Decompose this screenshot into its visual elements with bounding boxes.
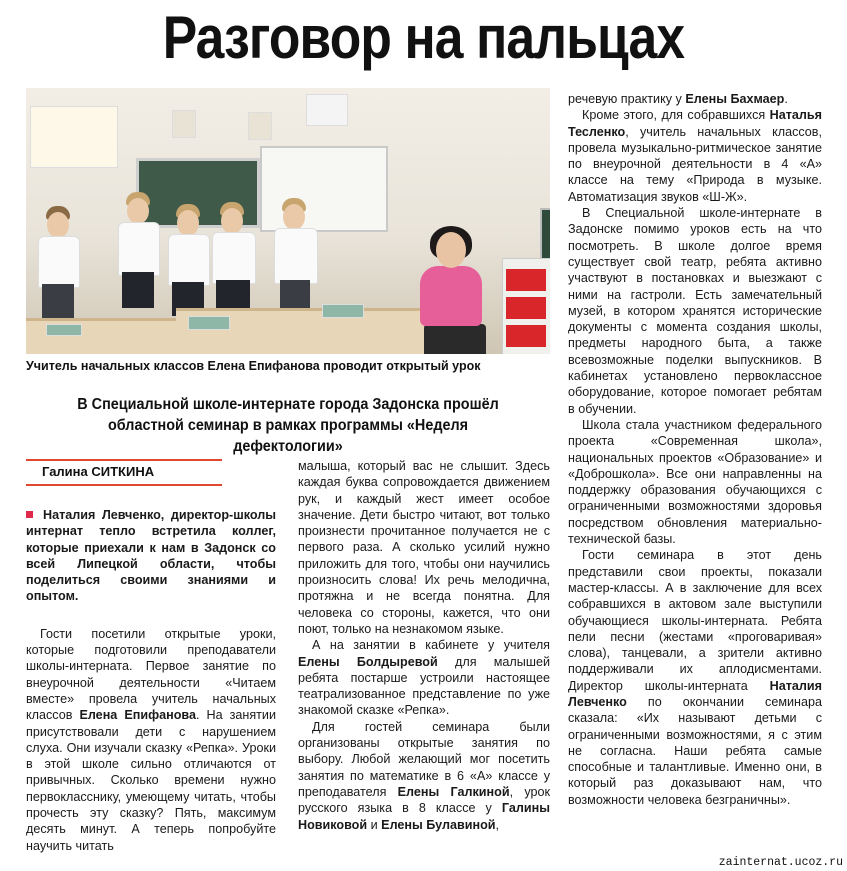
cabinet [502, 258, 550, 354]
article-column-1 [26, 507, 276, 854]
learning-device [322, 304, 364, 318]
author-byline: Галина СИТКИНА [42, 464, 155, 479]
learning-device [46, 324, 82, 336]
wall-poster [30, 106, 118, 168]
wall-poster [172, 110, 196, 138]
byline-rule-top [26, 459, 222, 461]
desk [176, 308, 426, 354]
teacher-skirt [424, 324, 486, 354]
paragraph: Гости посетили открытые уроки, которые подготовили преподаватели школы-интерната. Первое занятие по внеурочной деятельности «Читаем вместе» провела учитель начальных классов Елена Епифанова. На занятии присутствовали дети с нарушением слуха. Они изучали сказку «Репка». Уроки в этой школе сильно отличаются от привычных. Сколько времени нужно первокласснику, умеющему читать, чтобы прочесть эту сказку? Пять, максимум десять минут. А теперь попробуйте научить читать [26, 626, 276, 853]
byline-rule-bottom [26, 484, 222, 486]
article-column-3 [568, 91, 822, 808]
whiteboard [260, 146, 388, 232]
wall-poster [306, 94, 348, 126]
learning-device [188, 316, 230, 330]
paragraph: Кроме этого, для собравшихся Наталья Тесленко, учитель начальных классов, провела музыкально-ритмическое занятие по внеурочной деятельности в 4 «А» классе на тему «Природа в музыке. Автоматизация звуков «Ш-Ж». [568, 108, 822, 204]
paragraph: Для гостей семинара были организованы открытые занятия по выбору. Любой желающий мог посетить занятия по математике в 6 «А» классе у преподавателя Елены Галкиной, урок русского языка в 8 классе у Галины Новиковой и Елены Булавиной, [298, 719, 550, 832]
red-square-bullet-icon [26, 511, 33, 518]
classroom-photo [26, 88, 550, 354]
paragraph: малыша, который вас не слышит. Здесь каждая буква сопровождается движением рук, и каждый жест имеет особое значение. Дети быстро читают, вот только произнести прочитанное получается не с первого раза. А сколько усилий нужно приложить для того, чтобы они научились произносить слова! Их речь мелодична, протяжна и не всегда понятна. Для человека со стороны, кажется, что они поют, только на незнакомом языке. [298, 459, 550, 636]
headline: Разговор на пальцах [162, 4, 685, 71]
photo-caption: Учитель начальных классов Елена Епифанова проводит открытый урок [26, 359, 481, 373]
article-column-2 [298, 458, 550, 833]
paragraph: В Специальной школе-интернате в Задонске помимо уроков есть на что посмотреть. В школе долгое время существует свой театр, ребята активно участвуют в постановках и выезжают с ними на гастроли. Есть замечательный музей, в котором хранятся исторические документы с момента создания школы, предметы народного быта, а также всевозможные поделки выпускников. В кабинетах установлено первоклассное оборудование, которое помогает ребятам в обучении. [568, 206, 822, 416]
source-watermark: zainternat.ucoz.ru [718, 856, 843, 869]
wall-poster [248, 112, 272, 140]
teacher-blouse [420, 266, 482, 326]
paragraph: Школа стала участником федерального проекта «Современная школа», национальных проектов «Образование» и «Доброшкола». Все они направленны на поддержку образования обучающихся с ограниченными возможностями здоровья посредством обновления материально-технической базы. [568, 417, 822, 547]
intro-paragraph: Наталия Левченко, директор-школы интернат тепло встретила коллег, которые приехали к нам в Задонск со всей Липецкой области, чтобы поделиться своими знаниями и опытом. [26, 508, 276, 604]
lead-paragraph: В Специальной школе-интернате города Задонска прошёл областной семинар в рамках программы «Неделя дефектологии» [77, 396, 499, 455]
teacher-face [436, 232, 466, 268]
paragraph: А на занятии в кабинете у учителя Елены Болдыревой для малышей ребята постарше устроили настоящее театрализованное представление по уже знакомой сказке «Репка». [298, 638, 550, 718]
paragraph: речевую практику у Елены Бахмаер. [568, 92, 788, 106]
paragraph: Гости семинара в этот день представили свои проекты, показали мастер-классы. А в заключение для всех собравшихся в актовом зале выступили обучающиеся школы-интерната. Ребята пели песни (жестами «проговаривая» слова), танцевали, а зрители активно поддерживали их аплодисментами. Директор школы-интерната Наталия Левченко по окончании семинара сказала: «Их называют детьми с ограниченными возможностями, я с этим не согласна. Наши ребята самые способные и талантливые. Именно они, в который раз доказывают нам, что возможности человека безграничны». [568, 548, 822, 807]
